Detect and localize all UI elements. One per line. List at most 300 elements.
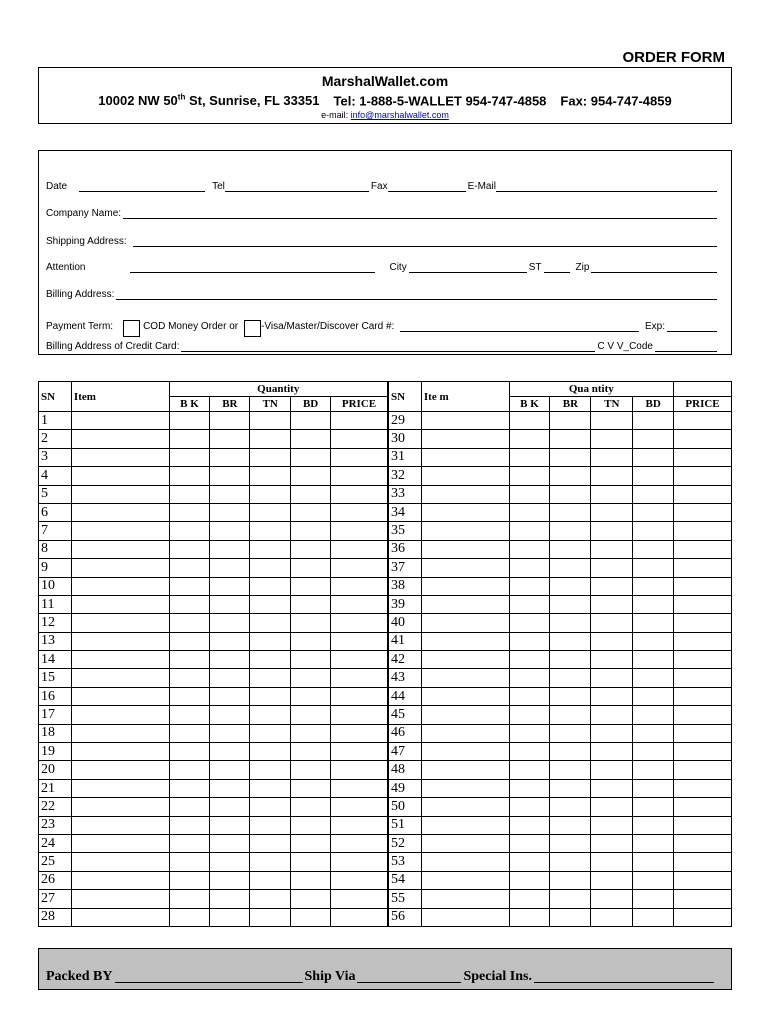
br-cell[interactable] bbox=[550, 559, 591, 577]
tn-cell[interactable] bbox=[250, 834, 291, 852]
bk-cell[interactable] bbox=[169, 834, 210, 852]
price-cell[interactable] bbox=[331, 816, 388, 834]
shipping-address-field[interactable] bbox=[133, 237, 717, 247]
item-cell[interactable] bbox=[71, 522, 169, 540]
item-cell[interactable] bbox=[421, 669, 509, 687]
price-cell[interactable] bbox=[674, 706, 732, 724]
bk-cell[interactable] bbox=[169, 448, 210, 466]
tn-cell[interactable] bbox=[591, 467, 633, 485]
br-cell[interactable] bbox=[210, 724, 250, 742]
packed-by-field[interactable] bbox=[115, 971, 303, 983]
price-cell[interactable] bbox=[674, 412, 732, 430]
bk-cell[interactable] bbox=[509, 577, 550, 595]
price-cell[interactable] bbox=[331, 871, 388, 889]
bk-cell[interactable] bbox=[509, 908, 550, 926]
price-cell[interactable] bbox=[331, 743, 388, 761]
tn-cell[interactable] bbox=[250, 522, 291, 540]
bd-cell[interactable] bbox=[633, 687, 674, 705]
price-cell[interactable] bbox=[674, 890, 732, 908]
bd-cell[interactable] bbox=[291, 816, 331, 834]
br-cell[interactable] bbox=[210, 412, 250, 430]
tn-cell[interactable] bbox=[591, 687, 633, 705]
bk-cell[interactable] bbox=[509, 853, 550, 871]
bd-cell[interactable] bbox=[633, 595, 674, 613]
city-field[interactable] bbox=[409, 263, 527, 273]
bd-cell[interactable] bbox=[291, 522, 331, 540]
bd-cell[interactable] bbox=[633, 577, 674, 595]
bk-cell[interactable] bbox=[509, 834, 550, 852]
price-cell[interactable] bbox=[674, 559, 732, 577]
br-cell[interactable] bbox=[210, 871, 250, 889]
billing-address-field[interactable] bbox=[116, 290, 717, 300]
bk-cell[interactable] bbox=[169, 467, 210, 485]
item-cell[interactable] bbox=[71, 743, 169, 761]
item-cell[interactable] bbox=[421, 706, 509, 724]
tel-field[interactable] bbox=[225, 182, 369, 192]
br-cell[interactable] bbox=[550, 816, 591, 834]
item-cell[interactable] bbox=[421, 430, 509, 448]
bd-cell[interactable] bbox=[291, 577, 331, 595]
bk-cell[interactable] bbox=[509, 503, 550, 521]
bd-cell[interactable] bbox=[291, 798, 331, 816]
br-cell[interactable] bbox=[550, 908, 591, 926]
bd-cell[interactable] bbox=[633, 503, 674, 521]
br-cell[interactable] bbox=[210, 687, 250, 705]
br-cell[interactable] bbox=[550, 448, 591, 466]
bk-cell[interactable] bbox=[169, 430, 210, 448]
price-cell[interactable] bbox=[331, 540, 388, 558]
bd-cell[interactable] bbox=[633, 761, 674, 779]
tn-cell[interactable] bbox=[250, 908, 291, 926]
br-cell[interactable] bbox=[210, 890, 250, 908]
br-cell[interactable] bbox=[210, 540, 250, 558]
br-cell[interactable] bbox=[210, 669, 250, 687]
bd-cell[interactable] bbox=[633, 871, 674, 889]
bk-cell[interactable] bbox=[169, 706, 210, 724]
price-cell[interactable] bbox=[331, 503, 388, 521]
bk-cell[interactable] bbox=[509, 467, 550, 485]
price-cell[interactable] bbox=[331, 614, 388, 632]
bd-cell[interactable] bbox=[291, 779, 331, 797]
price-cell[interactable] bbox=[331, 448, 388, 466]
price-cell[interactable] bbox=[674, 724, 732, 742]
price-cell[interactable] bbox=[674, 577, 732, 595]
bd-cell[interactable] bbox=[633, 522, 674, 540]
price-cell[interactable] bbox=[331, 559, 388, 577]
item-cell[interactable] bbox=[421, 522, 509, 540]
item-cell[interactable] bbox=[71, 448, 169, 466]
exp-field[interactable] bbox=[667, 322, 717, 332]
price-cell[interactable] bbox=[331, 577, 388, 595]
price-cell[interactable] bbox=[331, 779, 388, 797]
br-cell[interactable] bbox=[210, 798, 250, 816]
price-cell[interactable] bbox=[331, 595, 388, 613]
item-cell[interactable] bbox=[71, 687, 169, 705]
br-cell[interactable] bbox=[210, 485, 250, 503]
item-cell[interactable] bbox=[421, 540, 509, 558]
br-cell[interactable] bbox=[210, 853, 250, 871]
item-cell[interactable] bbox=[71, 834, 169, 852]
br-cell[interactable] bbox=[550, 577, 591, 595]
tn-cell[interactable] bbox=[250, 559, 291, 577]
bk-cell[interactable] bbox=[169, 412, 210, 430]
bd-cell[interactable] bbox=[291, 724, 331, 742]
bk-cell[interactable] bbox=[169, 559, 210, 577]
br-cell[interactable] bbox=[550, 724, 591, 742]
bk-cell[interactable] bbox=[169, 908, 210, 926]
bk-cell[interactable] bbox=[169, 761, 210, 779]
tn-cell[interactable] bbox=[591, 559, 633, 577]
br-cell[interactable] bbox=[550, 834, 591, 852]
card-checkbox[interactable] bbox=[244, 320, 261, 337]
fax-field[interactable] bbox=[388, 182, 466, 192]
price-cell[interactable] bbox=[674, 632, 732, 650]
bk-cell[interactable] bbox=[169, 651, 210, 669]
price-cell[interactable] bbox=[331, 522, 388, 540]
item-cell[interactable] bbox=[71, 890, 169, 908]
bk-cell[interactable] bbox=[509, 632, 550, 650]
bk-cell[interactable] bbox=[169, 540, 210, 558]
tn-cell[interactable] bbox=[591, 853, 633, 871]
price-cell[interactable] bbox=[674, 853, 732, 871]
br-cell[interactable] bbox=[210, 834, 250, 852]
bd-cell[interactable] bbox=[291, 871, 331, 889]
item-cell[interactable] bbox=[71, 724, 169, 742]
price-cell[interactable] bbox=[331, 467, 388, 485]
bd-cell[interactable] bbox=[633, 632, 674, 650]
item-cell[interactable] bbox=[421, 632, 509, 650]
br-cell[interactable] bbox=[550, 595, 591, 613]
state-field[interactable] bbox=[544, 263, 570, 273]
br-cell[interactable] bbox=[210, 430, 250, 448]
bd-cell[interactable] bbox=[291, 908, 331, 926]
bk-cell[interactable] bbox=[169, 632, 210, 650]
item-cell[interactable] bbox=[421, 503, 509, 521]
item-cell[interactable] bbox=[421, 853, 509, 871]
tn-cell[interactable] bbox=[250, 632, 291, 650]
br-cell[interactable] bbox=[550, 798, 591, 816]
item-cell[interactable] bbox=[71, 669, 169, 687]
bk-cell[interactable] bbox=[509, 761, 550, 779]
bk-cell[interactable] bbox=[169, 577, 210, 595]
item-cell[interactable] bbox=[71, 632, 169, 650]
tn-cell[interactable] bbox=[250, 724, 291, 742]
bd-cell[interactable] bbox=[291, 595, 331, 613]
bd-cell[interactable] bbox=[291, 890, 331, 908]
item-cell[interactable] bbox=[71, 614, 169, 632]
br-cell[interactable] bbox=[210, 706, 250, 724]
bk-cell[interactable] bbox=[509, 559, 550, 577]
price-cell[interactable] bbox=[331, 651, 388, 669]
bk-cell[interactable] bbox=[169, 687, 210, 705]
price-cell[interactable] bbox=[674, 595, 732, 613]
bd-cell[interactable] bbox=[633, 412, 674, 430]
tn-cell[interactable] bbox=[250, 614, 291, 632]
price-cell[interactable] bbox=[331, 853, 388, 871]
price-cell[interactable] bbox=[674, 871, 732, 889]
item-cell[interactable] bbox=[421, 448, 509, 466]
item-cell[interactable] bbox=[421, 908, 509, 926]
bk-cell[interactable] bbox=[509, 669, 550, 687]
price-cell[interactable] bbox=[674, 743, 732, 761]
email-field[interactable] bbox=[496, 182, 717, 192]
tn-cell[interactable] bbox=[591, 816, 633, 834]
item-cell[interactable] bbox=[71, 503, 169, 521]
tn-cell[interactable] bbox=[591, 522, 633, 540]
bd-cell[interactable] bbox=[633, 430, 674, 448]
tn-cell[interactable] bbox=[591, 779, 633, 797]
tn-cell[interactable] bbox=[250, 430, 291, 448]
price-cell[interactable] bbox=[674, 430, 732, 448]
br-cell[interactable] bbox=[210, 614, 250, 632]
bd-cell[interactable] bbox=[291, 761, 331, 779]
bd-cell[interactable] bbox=[633, 779, 674, 797]
price-cell[interactable] bbox=[674, 834, 732, 852]
tn-cell[interactable] bbox=[591, 540, 633, 558]
br-cell[interactable] bbox=[550, 430, 591, 448]
bd-cell[interactable] bbox=[633, 743, 674, 761]
tn-cell[interactable] bbox=[250, 890, 291, 908]
attention-field[interactable] bbox=[130, 263, 375, 273]
bk-cell[interactable] bbox=[509, 448, 550, 466]
bd-cell[interactable] bbox=[633, 485, 674, 503]
price-cell[interactable] bbox=[674, 908, 732, 926]
bk-cell[interactable] bbox=[509, 687, 550, 705]
item-cell[interactable] bbox=[71, 412, 169, 430]
br-cell[interactable] bbox=[550, 485, 591, 503]
tn-cell[interactable] bbox=[250, 871, 291, 889]
item-cell[interactable] bbox=[71, 467, 169, 485]
tn-cell[interactable] bbox=[250, 448, 291, 466]
price-cell[interactable] bbox=[674, 485, 732, 503]
br-cell[interactable] bbox=[550, 761, 591, 779]
tn-cell[interactable] bbox=[250, 669, 291, 687]
bk-cell[interactable] bbox=[169, 743, 210, 761]
br-cell[interactable] bbox=[210, 559, 250, 577]
bd-cell[interactable] bbox=[291, 614, 331, 632]
br-cell[interactable] bbox=[550, 743, 591, 761]
br-cell[interactable] bbox=[550, 853, 591, 871]
tn-cell[interactable] bbox=[591, 632, 633, 650]
price-cell[interactable] bbox=[674, 687, 732, 705]
bk-cell[interactable] bbox=[169, 779, 210, 797]
item-cell[interactable] bbox=[421, 577, 509, 595]
br-cell[interactable] bbox=[550, 687, 591, 705]
bd-cell[interactable] bbox=[633, 448, 674, 466]
item-cell[interactable] bbox=[421, 724, 509, 742]
bd-cell[interactable] bbox=[633, 614, 674, 632]
price-cell[interactable] bbox=[674, 522, 732, 540]
bk-cell[interactable] bbox=[509, 871, 550, 889]
bd-cell[interactable] bbox=[291, 706, 331, 724]
bd-cell[interactable] bbox=[291, 467, 331, 485]
item-cell[interactable] bbox=[421, 761, 509, 779]
item-cell[interactable] bbox=[421, 834, 509, 852]
item-cell[interactable] bbox=[71, 651, 169, 669]
item-cell[interactable] bbox=[421, 890, 509, 908]
bk-cell[interactable] bbox=[169, 816, 210, 834]
bk-cell[interactable] bbox=[509, 816, 550, 834]
price-cell[interactable] bbox=[674, 467, 732, 485]
tn-cell[interactable] bbox=[250, 798, 291, 816]
br-cell[interactable] bbox=[210, 467, 250, 485]
br-cell[interactable] bbox=[210, 651, 250, 669]
br-cell[interactable] bbox=[210, 522, 250, 540]
tn-cell[interactable] bbox=[250, 540, 291, 558]
price-cell[interactable] bbox=[674, 816, 732, 834]
price-cell[interactable] bbox=[674, 540, 732, 558]
price-cell[interactable] bbox=[674, 779, 732, 797]
tn-cell[interactable] bbox=[250, 687, 291, 705]
tn-cell[interactable] bbox=[591, 761, 633, 779]
item-cell[interactable] bbox=[71, 430, 169, 448]
bd-cell[interactable] bbox=[291, 632, 331, 650]
bd-cell[interactable] bbox=[633, 669, 674, 687]
price-cell[interactable] bbox=[331, 632, 388, 650]
bd-cell[interactable] bbox=[291, 485, 331, 503]
br-cell[interactable] bbox=[210, 448, 250, 466]
br-cell[interactable] bbox=[550, 871, 591, 889]
br-cell[interactable] bbox=[210, 816, 250, 834]
price-cell[interactable] bbox=[331, 669, 388, 687]
bk-cell[interactable] bbox=[509, 651, 550, 669]
price-cell[interactable] bbox=[331, 724, 388, 742]
bd-cell[interactable] bbox=[633, 834, 674, 852]
bd-cell[interactable] bbox=[633, 853, 674, 871]
bd-cell[interactable] bbox=[633, 890, 674, 908]
bk-cell[interactable] bbox=[509, 595, 550, 613]
item-cell[interactable] bbox=[71, 779, 169, 797]
item-cell[interactable] bbox=[421, 559, 509, 577]
item-cell[interactable] bbox=[71, 540, 169, 558]
br-cell[interactable] bbox=[210, 779, 250, 797]
br-cell[interactable] bbox=[210, 908, 250, 926]
tn-cell[interactable] bbox=[250, 816, 291, 834]
bk-cell[interactable] bbox=[509, 430, 550, 448]
bd-cell[interactable] bbox=[291, 743, 331, 761]
tn-cell[interactable] bbox=[250, 577, 291, 595]
item-cell[interactable] bbox=[421, 816, 509, 834]
bd-cell[interactable] bbox=[291, 503, 331, 521]
br-cell[interactable] bbox=[550, 412, 591, 430]
bd-cell[interactable] bbox=[291, 448, 331, 466]
bd-cell[interactable] bbox=[291, 687, 331, 705]
bk-cell[interactable] bbox=[169, 724, 210, 742]
tn-cell[interactable] bbox=[250, 485, 291, 503]
bd-cell[interactable] bbox=[291, 651, 331, 669]
price-cell[interactable] bbox=[674, 669, 732, 687]
bd-cell[interactable] bbox=[291, 430, 331, 448]
tn-cell[interactable] bbox=[591, 834, 633, 852]
special-ins-field[interactable] bbox=[534, 971, 714, 983]
item-cell[interactable] bbox=[71, 853, 169, 871]
price-cell[interactable] bbox=[331, 834, 388, 852]
br-cell[interactable] bbox=[210, 761, 250, 779]
bk-cell[interactable] bbox=[509, 485, 550, 503]
item-cell[interactable] bbox=[421, 485, 509, 503]
tn-cell[interactable] bbox=[591, 595, 633, 613]
bk-cell[interactable] bbox=[509, 779, 550, 797]
bk-cell[interactable] bbox=[169, 595, 210, 613]
price-cell[interactable] bbox=[331, 430, 388, 448]
tn-cell[interactable] bbox=[591, 871, 633, 889]
item-cell[interactable] bbox=[71, 761, 169, 779]
bk-cell[interactable] bbox=[169, 669, 210, 687]
item-cell[interactable] bbox=[421, 871, 509, 889]
br-cell[interactable] bbox=[550, 467, 591, 485]
bk-cell[interactable] bbox=[509, 724, 550, 742]
tn-cell[interactable] bbox=[250, 706, 291, 724]
item-cell[interactable] bbox=[421, 595, 509, 613]
tn-cell[interactable] bbox=[591, 412, 633, 430]
tn-cell[interactable] bbox=[591, 577, 633, 595]
item-cell[interactable] bbox=[421, 687, 509, 705]
bk-cell[interactable] bbox=[169, 522, 210, 540]
tn-cell[interactable] bbox=[591, 798, 633, 816]
bk-cell[interactable] bbox=[509, 540, 550, 558]
price-cell[interactable] bbox=[331, 412, 388, 430]
br-cell[interactable] bbox=[210, 595, 250, 613]
bd-cell[interactable] bbox=[633, 540, 674, 558]
item-cell[interactable] bbox=[71, 559, 169, 577]
tn-cell[interactable] bbox=[591, 651, 633, 669]
br-cell[interactable] bbox=[550, 503, 591, 521]
item-cell[interactable] bbox=[421, 651, 509, 669]
price-cell[interactable] bbox=[331, 761, 388, 779]
br-cell[interactable] bbox=[550, 651, 591, 669]
price-cell[interactable] bbox=[674, 798, 732, 816]
br-cell[interactable] bbox=[550, 614, 591, 632]
price-cell[interactable] bbox=[331, 798, 388, 816]
zip-field[interactable] bbox=[591, 263, 717, 273]
item-cell[interactable] bbox=[71, 908, 169, 926]
tn-cell[interactable] bbox=[591, 706, 633, 724]
tn-cell[interactable] bbox=[591, 503, 633, 521]
tn-cell[interactable] bbox=[591, 430, 633, 448]
tn-cell[interactable] bbox=[591, 448, 633, 466]
bd-cell[interactable] bbox=[633, 798, 674, 816]
tn-cell[interactable] bbox=[250, 779, 291, 797]
price-cell[interactable] bbox=[674, 651, 732, 669]
br-cell[interactable] bbox=[550, 706, 591, 724]
tn-cell[interactable] bbox=[591, 743, 633, 761]
price-cell[interactable] bbox=[674, 448, 732, 466]
br-cell[interactable] bbox=[550, 540, 591, 558]
company-email-link[interactable]: info@marshalwallet.com bbox=[350, 110, 449, 121]
tn-cell[interactable] bbox=[250, 651, 291, 669]
bk-cell[interactable] bbox=[169, 798, 210, 816]
tn-cell[interactable] bbox=[591, 669, 633, 687]
tn-cell[interactable] bbox=[591, 614, 633, 632]
cvv-field[interactable] bbox=[655, 342, 717, 352]
bd-cell[interactable] bbox=[633, 706, 674, 724]
bk-cell[interactable] bbox=[169, 485, 210, 503]
price-cell[interactable] bbox=[331, 706, 388, 724]
price-cell[interactable] bbox=[331, 687, 388, 705]
item-cell[interactable] bbox=[71, 816, 169, 834]
br-cell[interactable] bbox=[210, 577, 250, 595]
bd-cell[interactable] bbox=[633, 559, 674, 577]
tn-cell[interactable] bbox=[591, 724, 633, 742]
price-cell[interactable] bbox=[331, 908, 388, 926]
price-cell[interactable] bbox=[331, 890, 388, 908]
bk-cell[interactable] bbox=[169, 853, 210, 871]
tn-cell[interactable] bbox=[250, 503, 291, 521]
cod-checkbox[interactable] bbox=[123, 320, 140, 337]
bk-cell[interactable] bbox=[169, 503, 210, 521]
tn-cell[interactable] bbox=[250, 761, 291, 779]
item-cell[interactable] bbox=[421, 743, 509, 761]
